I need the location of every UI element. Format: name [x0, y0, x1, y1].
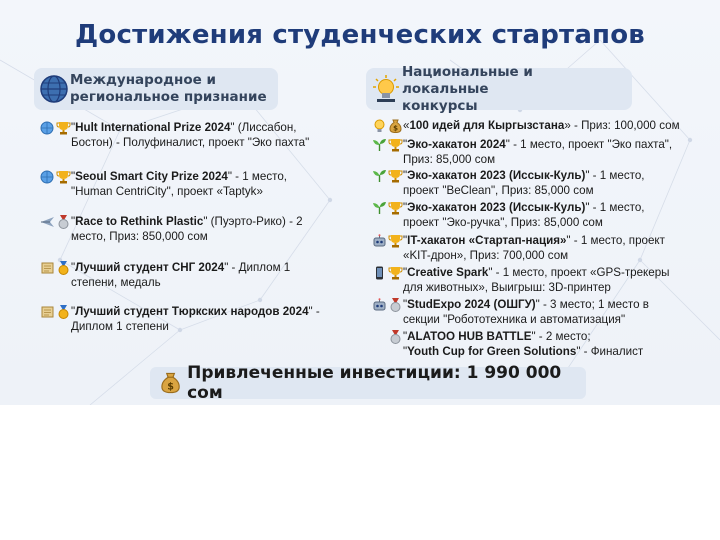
trophy-icon: [388, 266, 403, 280]
seedling-icon: [372, 169, 387, 183]
left-header-line2: региональное признание: [70, 89, 267, 105]
trophy-icon: [388, 169, 403, 183]
gold-medal-icon: [56, 261, 71, 275]
silver-medal-icon: [388, 330, 403, 344]
seedling-icon: [372, 201, 387, 215]
list-item: "Эко-хакатон 2023 (Иссык-Куль)" - 1 место, проект "Эко-ручка", Приз: 85,000 сом: [372, 200, 702, 230]
phone-icon: [372, 266, 387, 280]
right-column-header: [366, 63, 632, 114]
page-title: Достижения студенческих стартапов: [75, 20, 645, 50]
gold-medal-icon: [56, 305, 71, 319]
trophy-icon: [388, 234, 403, 248]
investment-text: Привлеченные инвестиции: 1 990 000 сом: [187, 363, 562, 403]
robot-icon: [372, 234, 387, 248]
list-item: $ «100 идей для Кыргызстана» - Приз: 100,000 сом: [372, 118, 702, 133]
left-header-line1: Международное и: [70, 72, 216, 88]
robot-icon: [372, 298, 387, 312]
list-item: "Creative Spark" - 1 место, проект «GPS-трекеры для животных», Выигрыш: 3D-принтер: [372, 265, 702, 295]
silver-medal-icon: [56, 215, 71, 229]
item-title: Эко-хакатон 2024: [407, 138, 506, 151]
item-title: 100 идей для Кыргызстана: [409, 119, 565, 132]
item-title: StudExpo 2024 (ОШГУ): [407, 298, 536, 311]
globe-icon: [40, 121, 55, 135]
trophy-icon: [56, 121, 71, 135]
item-title: Hult International Prize 2024: [75, 121, 231, 134]
item-title: IT-хакатон «Стартап-нация»: [407, 234, 567, 247]
airplane-icon: [40, 215, 55, 229]
item-title: Youth Cup for Green Solutions: [407, 345, 577, 358]
list-item: "Эко-хакатон 2024" - 1 место, проект "Эко пахта", Приз: 85,000 сом: [372, 137, 702, 167]
list-item: "Лучший студент Тюркских народов 2024" - Диплом 1 степени: [40, 304, 345, 334]
money-bag-icon: [388, 119, 403, 133]
item-title: Эко-хакатон 2023 (Иссык-Куль): [407, 169, 586, 182]
right-header-line2: конкурсы: [402, 97, 478, 114]
trophy-icon: [56, 170, 71, 184]
trophy-icon: [388, 138, 403, 152]
left-column-header: [34, 68, 278, 110]
item-title: Creative Spark: [407, 266, 489, 279]
money-bag-icon: [160, 372, 181, 394]
globe-icon: [39, 74, 69, 104]
list-item: "Лучший студент СНГ 2024" - Диплом 1 степени, медаль: [40, 260, 345, 290]
item-title: Эко-хакатон 2023 (Иссык-Куль): [407, 201, 586, 214]
list-item: "Race to Rethink Plastic" (Пуэрто-Рико) - 2 место, Приз: 850,000 сом: [40, 214, 345, 244]
silver-medal-icon: [388, 298, 403, 312]
list-item: "IT-хакатон «Стартап-нация»" - 1 место, проект «KIT-дрон», Приз: 700,000 сом: [372, 233, 702, 263]
list-item: "ALATOO HUB BATTLE" - 2 место; "Youth Cup for Green Solutions" - Финалист: [388, 329, 702, 359]
svg-text:$: $: [167, 381, 174, 393]
globe-icon: [40, 170, 55, 184]
list-item: "Hult International Prize 2024" (Лиссабон, Бостон) - Полуфиналист, проект "Эко пахта": [40, 120, 345, 150]
item-title: Seoul Smart City Prize 2024: [75, 170, 228, 183]
list-item: "Seoul Smart City Prize 2024" - 1 место, "Human CentriCity", проект «Taptyk»: [40, 169, 345, 199]
list-item: "StudExpo 2024 (ОШГУ)" - 3 место; 1 место в секции "Робототехника и автоматизация": [372, 297, 702, 327]
right-header-line1: Национальные и локальные: [402, 63, 533, 97]
item-title: ALATOO HUB BATTLE: [407, 330, 532, 343]
scroll-icon: [40, 261, 55, 275]
lightbulb-icon: [371, 74, 401, 104]
seedling-icon: [372, 138, 387, 152]
svg-text:$: $: [393, 124, 398, 133]
trophy-icon: [388, 201, 403, 215]
item-title: Race to Rethink Plastic: [75, 215, 204, 228]
list-item: "Эко-хакатон 2023 (Иссык-Куль)" - 1 место, проект "BeClean", Приз: 85,000 сом: [372, 168, 702, 198]
item-title: Лучший студент Тюркских народов 2024: [75, 305, 309, 318]
lightbulb-icon: [372, 119, 387, 133]
scroll-icon: [40, 305, 55, 319]
item-title: Лучший студент СНГ 2024: [75, 261, 225, 274]
investment-banner: [150, 363, 586, 403]
